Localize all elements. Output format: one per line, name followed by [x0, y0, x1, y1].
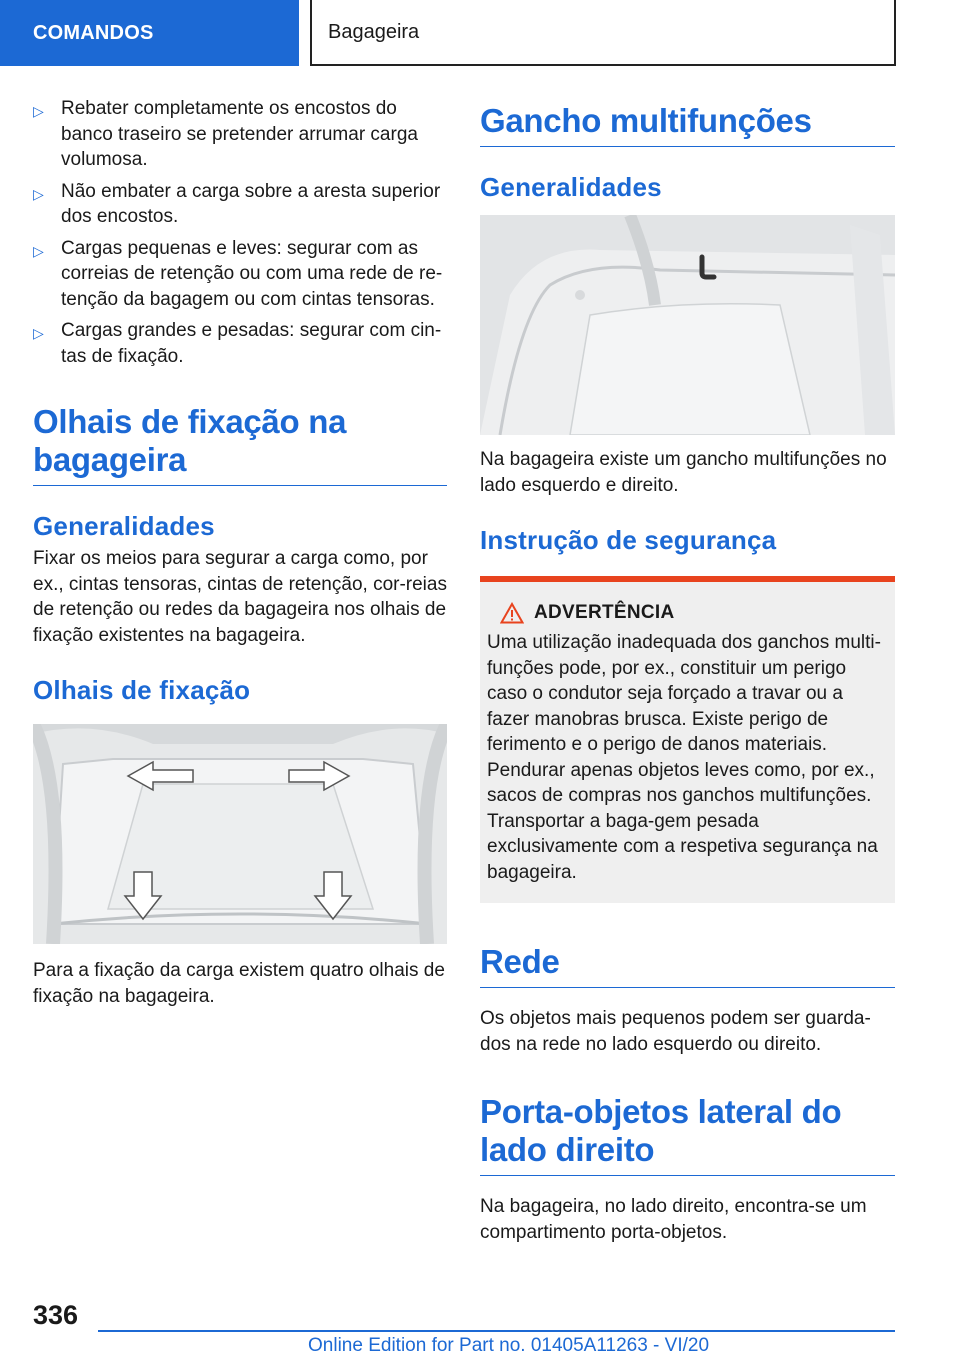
hook-illustration [480, 215, 895, 435]
trunk-hook-icon [480, 215, 895, 435]
subheading-general-right: Generalidades [480, 172, 662, 202]
page-header [0, 0, 960, 66]
heading-side-compartment: Porta-objetos lateral do lado direito [480, 1093, 895, 1176]
trunk-floor-icon [33, 724, 447, 944]
footer-edition: Online Edition for Part no. 01405A11263 - VI/20 [308, 1335, 710, 1356]
section-title: Bagageira [310, 0, 896, 66]
triangle-bullet-icon: ▷ [33, 242, 44, 259]
paragraph-net: Os objetos mais pequenos podem ser guarda-dos na rede no lado esquerdo ou direito. [480, 1008, 871, 1055]
warning-header [487, 602, 887, 624]
right-column [480, 96, 895, 1245]
paragraph-tie-down-general: Fixar os meios para segurar a carga como, por ex., cintas tensoras, cintas de retenção, cor-reias de retenção ou redes da bagageira nos olhais de fixação existentes na bagageira. [33, 548, 447, 646]
paragraph-hook-general: Na bagageira existe um gancho multifunções no lado esquerdo e direito. [480, 449, 887, 496]
bullet-list [33, 96, 447, 369]
subheading-tie-down-eyes: Olhais de fixação [33, 675, 251, 705]
warning-title: ADVERTÊNCIA [534, 602, 675, 623]
list-item: ▷ Não embater a carga sobre a aresta superior dos encostos. [33, 180, 441, 227]
subheading-safety: Instrução de segurança [480, 525, 777, 555]
list-item: ▷ Cargas pequenas e leves: segurar com as correias de retenção ou com uma rede de re-tenção da bagagem ou com cintas tensoras. [33, 237, 443, 310]
heading-tie-down-eyes: Olhais de fixação na bagageira [33, 403, 447, 486]
heading-multifunction-hook: Gancho multifunções [480, 102, 895, 147]
page-number: 336 [33, 1300, 79, 1330]
trunk-tie-down-illustration [33, 724, 447, 944]
warning-triangle-icon [500, 602, 524, 624]
list-item: ▷ Cargas grandes e pesadas: segurar com cin-tas de fixação. [33, 320, 442, 367]
chapter-tab: COMANDOS [0, 0, 299, 66]
footer-divider [98, 1330, 895, 1332]
warning-text: Uma utilização inadequada dos ganchos multi-funções pode, por ex., constituir um perigo caso o condutor seja forçado a travar ou a fazer manobras brusca. Existe perigo de ferimento e o perigo de danos materiais. Pendurar apenas objetos leves como, por ex., sacos de compras nos ganchos multifunções. Transportar a baga-gem pesada exclusivamente com a respetiva segurança na bagageira. [487, 632, 881, 883]
subheading-general-left: Generalidades [33, 511, 215, 541]
triangle-bullet-icon: ▷ [33, 325, 44, 341]
heading-net: Rede [480, 943, 895, 988]
paragraph-side-compartment: Na bagageira, no lado direito, encontra-se um compartimento porta-objetos. [480, 1196, 867, 1243]
paragraph-tie-down-count: Para a fixação da carga existem quatro olhais de fixação na bagageira. [33, 960, 445, 1007]
warning-box [480, 576, 895, 903]
list-item: ▷ Rebater completamente os encostos do banco traseiro se pretender arrumar carga volumosa. [33, 98, 418, 170]
triangle-bullet-icon: ▷ [33, 185, 44, 202]
left-column [33, 96, 447, 1009]
triangle-bullet-icon: ▷ [33, 103, 44, 119]
